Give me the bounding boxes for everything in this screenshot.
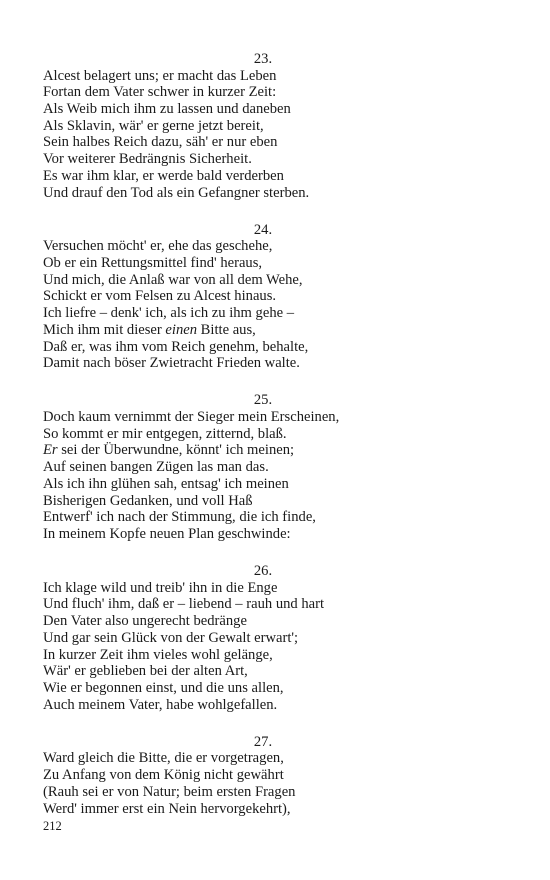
verse-line: Ich klage wild und treib' ihn in die Enge — [43, 579, 278, 596]
stanza-number: 27. — [253, 733, 273, 750]
verse-line: Als Weib mich ihm zu lassen und daneben — [43, 101, 291, 118]
verse-line: Damit nach böser Zwietracht Frieden walte. — [43, 355, 300, 372]
verse-line: Bisherigen Gedanken, und voll Haß — [43, 492, 253, 509]
verse-line: Werd' immer erst ein Nein hervorgekehrt), — [43, 800, 291, 817]
verse-line: (Rauh sei er von Natur; beim ersten Fragen — [43, 783, 296, 800]
stanza — [43, 392, 463, 542]
verse-line: Und gar sein Glück von der Gewalt erwart'; — [43, 629, 299, 646]
verse-line: Er sei der Überwundne, könnt' ich meinen; — [43, 442, 295, 459]
verse-line: Schickt er vom Felsen zu Alcest hinaus. — [43, 288, 277, 305]
verse-line: In meinem Kopfe neuen Plan geschwinde: — [43, 525, 291, 542]
verse-line: Ich liefre – denk' ich, als ich zu ihm gehe – — [43, 305, 295, 322]
verse-line: Fortan dem Vater schwer in kurzer Zeit: — [43, 84, 277, 101]
verse-line: Als ich ihn glühen sah, entsag' ich meinen — [43, 475, 289, 492]
verse-line: Auch meinem Vater, habe wohlgefallen. — [43, 696, 278, 713]
verse-line: Und mich, die Anlaß war von all dem Wehe, — [43, 271, 303, 288]
verse-line: Wär' er geblieben bei der alten Art, — [43, 663, 248, 680]
verse-line: Daß er, was ihm vom Reich genehm, behalte, — [43, 338, 309, 355]
emphasis: einen — [165, 321, 198, 338]
verse-line: Ob er ein Rettungsmittel find' heraus, — [43, 255, 263, 272]
verse-line: Und drauf den Tod als ein Gefangner sterben. — [43, 184, 310, 201]
emphasis: Er — [43, 442, 58, 459]
stanza-number: 26. — [253, 563, 273, 580]
verse-line: Auf seinen bangen Zügen las man das. — [43, 459, 269, 476]
verse-line: Es war ihm klar, er werde bald verderben — [43, 167, 284, 184]
stanza — [43, 734, 463, 817]
verse-line: So kommt er mir entgegen, zitternd, blaß. — [43, 425, 287, 442]
verse-line: Sein halbes Reich dazu, säh' er nur eben — [43, 134, 278, 151]
verse-line: Versuchen möcht' er, ehe das geschehe, — [43, 238, 273, 255]
stanza — [43, 563, 463, 713]
verse-line: Zu Anfang von dem König nicht gewährt — [43, 767, 284, 784]
stanza — [43, 222, 463, 372]
verse-line: Doch kaum vernimmt der Sieger mein Erscheinen, — [43, 409, 340, 426]
verse-line: Den Vater also ungerecht bedränge — [43, 613, 247, 630]
verse-line: In kurzer Zeit ihm vieles wohl gelänge, — [43, 646, 273, 663]
verse-line: Mich ihm mit dieser einen Bitte aus, — [43, 321, 256, 338]
verse-line: Wie er begonnen einst, und die uns allen, — [43, 679, 284, 696]
poem-page — [43, 51, 463, 838]
verse-line: Als Sklavin, wär' er gerne jetzt bereit, — [43, 117, 264, 134]
verse-line: Entwerf' ich nach der Stimmung, die ich finde, — [43, 509, 316, 526]
stanza-number: 23. — [253, 51, 273, 67]
verse-line: Ward gleich die Bitte, die er vorgetragen, — [43, 750, 284, 767]
page-number: 212 — [43, 819, 62, 833]
stanza — [43, 51, 463, 201]
stanza-number: 24. — [253, 221, 273, 238]
verse-line: Und fluch' ihm, daß er – liebend – rauh und hart — [43, 596, 325, 613]
stanza-number: 25. — [253, 392, 273, 409]
verse-line: Vor weiterer Bedrängnis Sicherheit. — [43, 151, 252, 168]
verse-line: Alcest belagert uns; er macht das Leben — [43, 67, 277, 84]
